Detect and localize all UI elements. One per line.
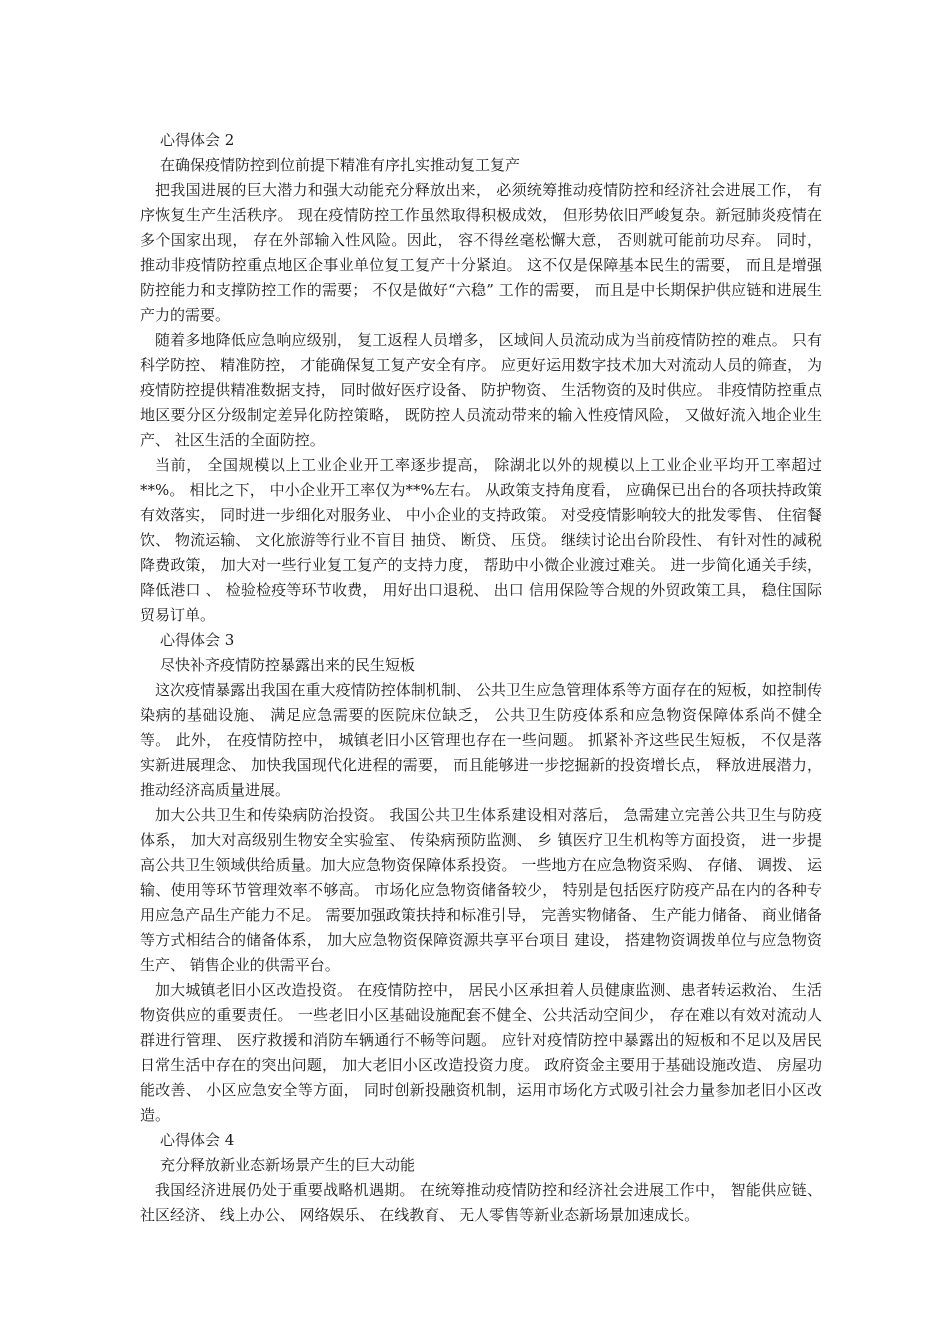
section-subtitle: 充分释放新业态新场景产生的巨大动能 [160,1156,416,1174]
paragraph: 加大城镇老旧小区改造投资。 在疫情防控中， 居民小区承担着人员健康监测、患者转运救治、 生活物资供应的重要责任。 一些老旧小区基础设施配套不健全、公共活动空间少， 存在难以有效对流动人群进行管理、 医疗救援和消防车辆通行不畅等问题。 应针对疫情防控中暴露出的短板和不足以及居民日常生活中存在的突出问题， 加大老旧小区改造投资力度。 政府资金主要用于基础设施改造、 房屋功能改善、 小区应急安全等方面， 同时创新投融资机制，运用市场化方式吸引社会力量参加老旧小区改造。 [140,981,822,1124]
document-page [140,128,822,1228]
section-3 [140,628,822,1128]
paragraph: 加大公共卫生和传染病防治投资。 我国公共卫生体系建设相对落后， 急需建立完善公共卫生与防疫体系， 加大对高级别生物安全实验室、 传染病预防监测、 乡 镇医疗卫生机构等方面投资， 进一步提高公共卫生领域供给质量。加大应急物资保障体系投资。 一些地方在应急物资采购、 存储、 调拨、 运输、使用等环节管理效率不够高。 市场化应急物资储备较少， 特别是包括医疗防疫产品在内的各种专用应急产品生产能力不足。 需要加强政策扶持和标准引导， 完善实物储备、 生产能力储备、 商业储备等方式相结合的储备体系， 加大应急物资保障资源共享平台项目 建设， 搭建物资调拨单位与应急物资生产、 销售企业的供需平台。 [140,806,822,974]
paragraph: 当前， 全国规模以上工业企业开工率逐步提高， 除湖北以外的规模以上工业企业平均开工率超过**%。 相比之下， 中小企业开工率仅为**%左右。 从政策支持角度看， 应确保已出台的各项扶持政策有效落实， 同时进一步细化对服务业、 中小企业的支持政策。 对受疫情影响较大的批发零售、 住宿餐饮、 物流运输、 文化旅游等行业不盲目 抽贷、 断贷、 压贷。 继续讨论出台阶段性、 有针对性的减税降费政策， 加大对一些行业复工复产的支持力度， 帮助中小微企业渡过难关。 进一步简化通关手续， 降低港口 、 检验检疫等环节收费， 用好出口退税、 出口 信用保险等合规的外贸政策工具， 稳住国际贸易订单。 [140,456,822,624]
section-heading: 心得体会 3 [160,631,235,649]
paragraph: 我国经济进展仍处于重要战略机遇期。 在统筹推动疫情防控和经济社会进展工作中， 智能供应链、 社区经济、 线上办公、 网络娱乐、 在线教育、 无人零售等新业态新场景加速成长。 [140,1181,822,1224]
section-subtitle: 尽快补齐疫情防控暴露出来的民生短板 [160,656,416,674]
section-subtitle: 在确保疫情防控到位前提下精准有序扎实推动复工复产 [160,156,521,174]
section-4 [140,1128,822,1228]
section-2 [140,128,822,628]
section-heading: 心得体会 2 [160,131,235,149]
section-heading: 心得体会 4 [160,1131,235,1149]
paragraph: 这次疫情暴露出我国在重大疫情防控体制机制、 公共卫生应急管理体系等方面存在的短板，如控制传染病的基础设施、 满足应急需要的医院床位缺乏， 公共卫生防疫体系和应急物资保障体系尚不健全等。 此外， 在疫情防控中， 城镇老旧小区管理也存在一些问题。 抓紧补齐这些民生短板， 不仅是落实新进展理念、 加快我国现代化进程的需要， 而且能够进一步挖掘新的投资增长点， 释放进展潜力，推动经济高质量进展。 [140,681,822,799]
paragraph: 随着多地降低应急响应级别， 复工返程人员增多， 区域间人员流动成为当前疫情防控的难点。 只有科学防控、 精准防控， 才能确保复工复产安全有序。 应更好运用数字技术加大对流动人员的筛查， 为疫情防控提供精准数据支持， 同时做好医疗设备、 防护物资、 生活物资的及时供应。 非疫情防控重点地区要分区分级制定差异化防控策略， 既防控人员流动带来的输入性疫情风险， 又做好流入地企业生产、 社区生活的全面防控。 [140,331,822,449]
paragraph: 把我国进展的巨大潜力和强大动能充分释放出来， 必须统筹推动疫情防控和经济社会进展工作， 有序恢复生产生活秩序。 现在疫情防控工作虽然取得积极成效， 但形势依旧严峻复杂。新冠肺炎疫情在多个国家出现， 存在外部输入性风险。因此， 容不得丝毫松懈大意， 否则就可能前功尽弃。 同时， 推动非疫情防控重点地区企事业单位复工复产十分紧迫。 这不仅是保障基本民生的需要， 而且是增强防控能力和支撑防控工作的需要； 不仅是做好“六稳” 工作的需要， 而且是中长期保护供应链和进展生产力的需要。 [140,181,822,324]
